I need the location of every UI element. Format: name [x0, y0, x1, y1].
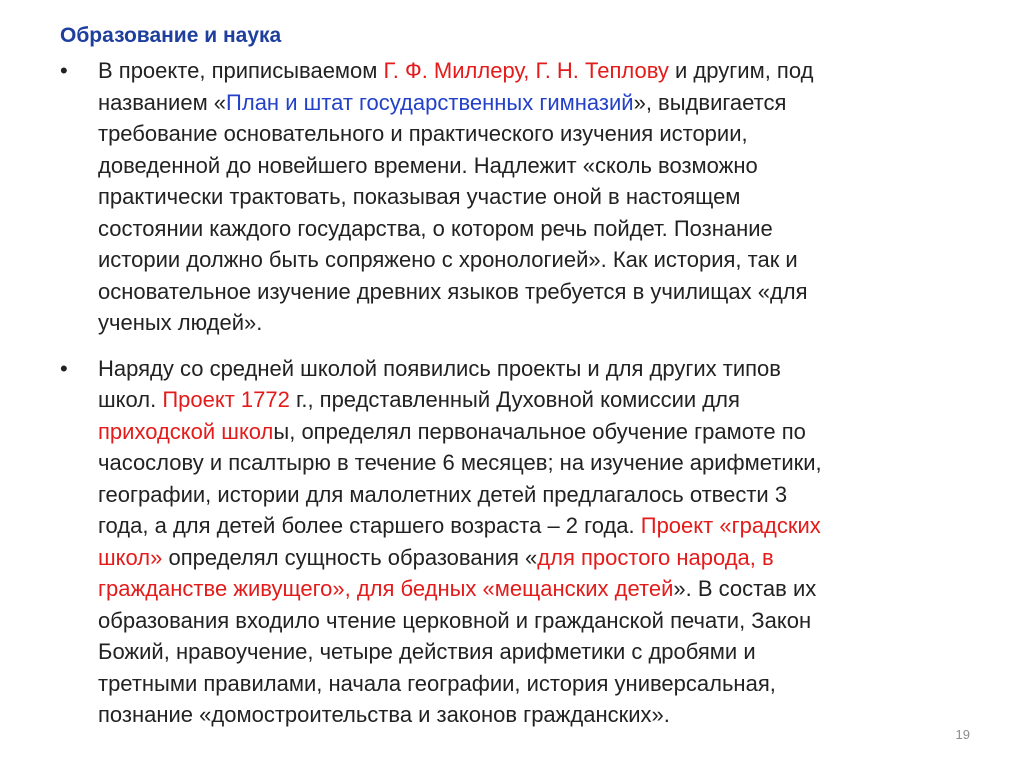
- text-line: [98, 276, 960, 308]
- highlighted-text-segment: гражданстве живущего», для бедных «мещанских детей: [98, 576, 674, 601]
- bullet-item: [60, 55, 960, 339]
- text-line: [98, 542, 960, 574]
- text-segment: и другим, под: [668, 58, 814, 83]
- text-line: [98, 353, 960, 385]
- text-segment: Наряду со средней школой появились проекты и для других типов: [98, 355, 781, 381]
- text-line: [98, 150, 960, 182]
- text-segment: географии, истории для малолетних детей предлагалось отвести 3: [98, 481, 788, 507]
- text-line: [98, 213, 960, 245]
- text-segment: третными правилами, начала географии, история универсальная,: [98, 670, 776, 696]
- highlighted-text-segment: школ»: [98, 544, 163, 570]
- text-segment: Божий, нравоучение, четыре действия арифметики с дробями и: [98, 639, 756, 664]
- text-segment: г., представленный Духовной комиссии для: [289, 387, 740, 412]
- text-segment: истории должно быть сопряжено с хронологией». Как история, так и: [98, 247, 798, 272]
- text-line: [98, 699, 960, 731]
- text-line: [98, 605, 960, 637]
- text-segment: ученых людей».: [98, 310, 263, 335]
- highlighted-text-segment: для простого народа, в: [537, 544, 774, 570]
- text-line: [98, 479, 960, 511]
- highlighted-text-segment: Проект 1772: [162, 387, 290, 412]
- text-line: [98, 510, 960, 542]
- text-line: [98, 307, 960, 339]
- text-line: [98, 416, 960, 448]
- bullet-text: [98, 353, 960, 731]
- text-segment: ы, определял первоначальное обучение грамоте по: [273, 418, 806, 444]
- text-segment: доведенной до новейшего времени. Надлежит «сколь возможно: [98, 152, 758, 178]
- bullet-list: [60, 55, 960, 731]
- text-segment: состоянии каждого государства, о котором речь пойдет. Познание: [98, 215, 773, 241]
- text-segment: основательное изучение древних языков требуется в училищах «для: [98, 278, 808, 304]
- text-segment: В проекте, приписываемом: [98, 58, 384, 83]
- text-line: [98, 636, 960, 668]
- text-segment: года, а для детей более старшего возраста – 2 года.: [98, 513, 641, 538]
- text-line: [98, 573, 960, 605]
- text-line: [98, 181, 960, 213]
- highlighted-text-segment: Проект «градских: [640, 513, 821, 538]
- text-line: [98, 118, 960, 150]
- text-segment: названием «: [98, 89, 227, 115]
- text-line: [98, 244, 960, 276]
- text-segment: требование основательного и практического изучения истории,: [98, 121, 748, 146]
- text-line: [98, 87, 960, 119]
- bullet-text: [98, 55, 960, 339]
- slide-title: Образование и наука: [60, 24, 282, 47]
- page-number: 19: [955, 727, 970, 742]
- text-segment: практически трактовать, показывая участие оной в настоящем: [98, 184, 741, 209]
- highlighted-text-segment: приходской школ: [98, 418, 274, 444]
- bullet-item: [60, 353, 960, 731]
- bullet-dot-icon: •: [60, 58, 68, 83]
- text-line: [98, 668, 960, 700]
- highlighted-text-segment: Г. Ф. Миллеру, Г. Н. Теплову: [383, 58, 669, 83]
- text-segment: познание «домостроительства и законов гражданских».: [98, 702, 670, 727]
- bullet-dot-icon: •: [60, 355, 68, 381]
- text-segment: », выдвигается: [633, 89, 787, 115]
- text-segment: школ.: [98, 387, 163, 412]
- text-segment: часослову и псалтырю в течение 6 месяцев; на изучение арифметики,: [98, 450, 822, 475]
- text-line: [98, 447, 960, 479]
- text-line: [98, 384, 960, 416]
- text-segment: образования входило чтение церковной и гражданской печати, Закон: [98, 607, 812, 633]
- text-line: [98, 55, 960, 87]
- highlighted-text-segment: План и штат государственных гимназий: [226, 89, 634, 115]
- text-segment: ». В состав их: [673, 576, 817, 601]
- text-segment: определял сущность образования «: [162, 544, 538, 570]
